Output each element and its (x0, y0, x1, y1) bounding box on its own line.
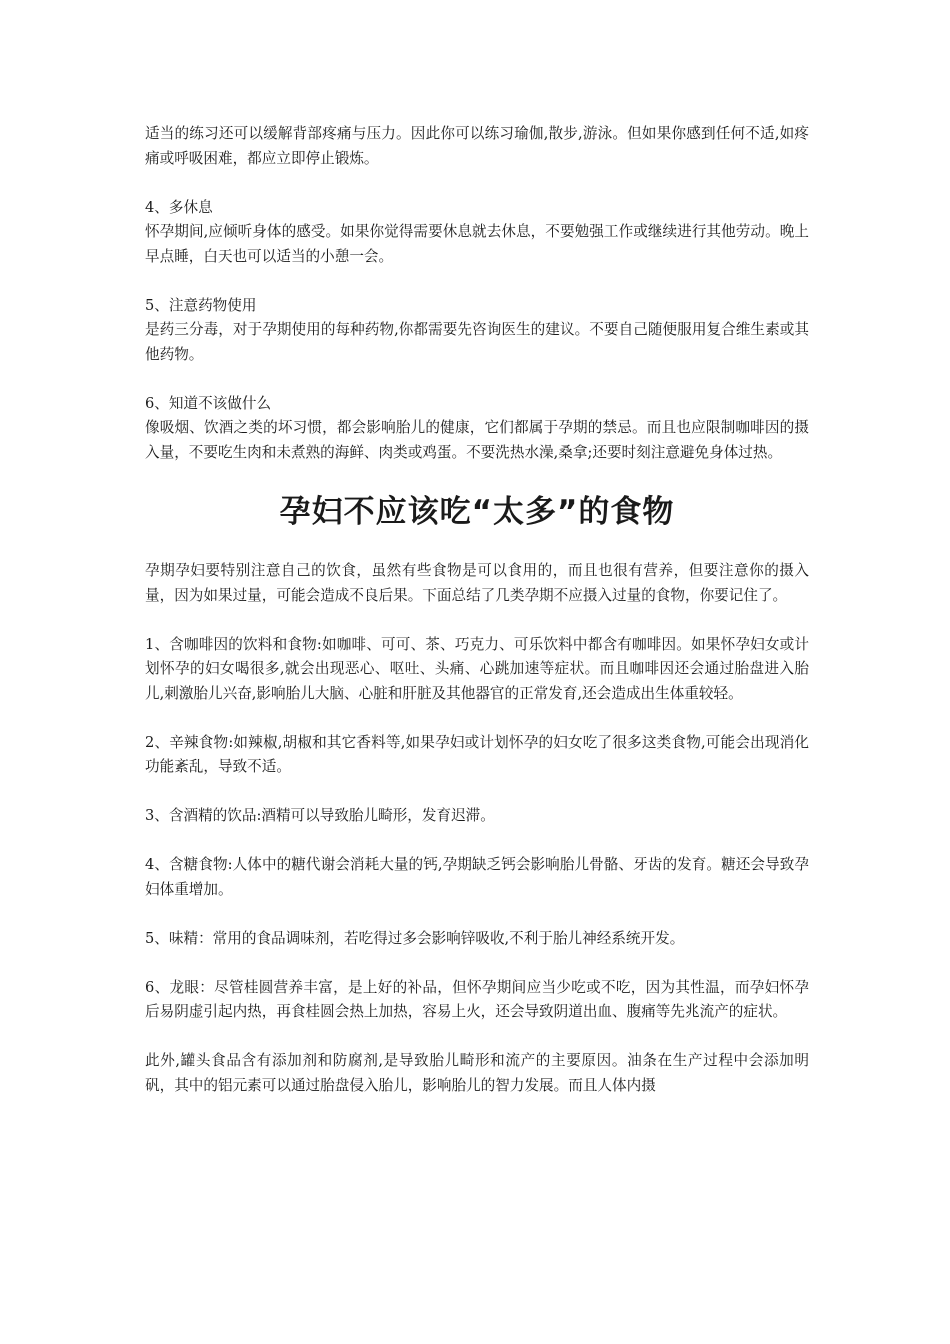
section-intro-paragraph: 孕期孕妇要特别注意自己的饮食，虽然有些食物是可以食用的，而且也很有营养，但要注意你的摄入量，因为如果过量，可能会造成不良后果。下面总结了几类孕期不应摄入过量的食物，你要记住了。 (145, 562, 809, 604)
food-item-longan: 6、龙眼：尽管桂圆营养丰富，是上好的补品，但怀孕期间应当少吃或不吃，因为其性温，而孕妇怀孕后易阴虚引起内热，再食桂圆会热上加热，容易上火，还会导致阴道出血、腹痛等先兆流产的症状。 (145, 978, 809, 1020)
spacer (145, 951, 809, 976)
document-page (145, 122, 809, 1098)
food-item-spicy: 2、辛辣食物:如辣椒,胡椒和其它香料等,如果孕妇或计划怀孕的妇女吃了很多这类食物,可能会出现消化功能紊乱，导致不适。 (145, 733, 809, 775)
spacer (145, 608, 809, 633)
tip-body-rest: 怀孕期间,应倾听身体的感受。如果你觉得需要休息就去休息，不要勉强工作或继续进行其他劳动。晚上早点睡，白天也可以适当的小憩一会。 (145, 223, 809, 265)
section-title: 孕妇不应该吃“太多”的食物 (279, 494, 675, 530)
tip-heading-medication: 5、注意药物使用 (145, 296, 257, 314)
spacer (145, 829, 809, 854)
spacer (145, 269, 809, 294)
spacer (145, 780, 809, 805)
closing-paragraph: 此外,罐头食品含有添加剂和防腐剂,是导致胎儿畸形和流产的主要原因。油条在生产过程中会添加明矾，其中的铝元素可以通过胎盘侵入胎儿，影响胎儿的智力发展。而且人体内摄 (145, 1052, 809, 1094)
spacer (145, 706, 809, 731)
tip-body-donts: 像吸烟、饮酒之类的坏习惯，都会影响胎儿的健康，它们都属于孕期的禁忌。而且也应限制咖啡因的摄入量，不要吃生肉和未煮熟的海鲜、肉类或鸡蛋。不要洗热水澡,桑拿;还要时刻注意避免身体过热。 (145, 419, 809, 461)
spacer (145, 171, 809, 196)
tip-heading-donts: 6、知道不该做什么 (145, 394, 272, 412)
spacer (145, 1025, 809, 1050)
tip-body-medication: 是药三分毒，对于孕期使用的每种药物,你都需要先咨询医生的建议。不要自己随便服用复合维生素或其他药物。 (145, 321, 809, 363)
spacer (145, 367, 809, 392)
intro-continuation-paragraph: 适当的练习还可以缓解背部疼痛与压力。因此你可以练习瑜伽,散步,游泳。但如果你感到任何不适,如疼痛或呼吸困难，都应立即停止锻炼。 (145, 125, 809, 167)
food-item-sugar: 4、含糖食物:人体中的糖代谢会消耗大量的钙,孕期缺乏钙会影响胎儿骨骼、牙齿的发育。糖还会导致孕妇体重增加。 (145, 856, 809, 898)
tip-heading-rest: 4、多休息 (145, 198, 213, 216)
food-item-msg: 5、味精：常用的食品调味剂，若吃得过多会影响锌吸收,不利于胎儿神经系统开发。 (145, 929, 685, 947)
food-item-caffeine: 1、含咖啡因的饮料和食物:如咖啡、可可、茶、巧克力、可乐饮料中都含有咖啡因。如果怀孕妇女或计划怀孕的妇女喝很多,就会出现恶心、呕吐、头痛、心跳加速等症状。而且咖啡因还会通过胎盘进入胎儿,刺激胎儿兴奋,影响胎儿大脑、心脏和肝脏及其他器官的正常发育,还会造成出生体重较轻。 (145, 635, 809, 702)
food-item-alcohol: 3、含酒精的饮品:酒精可以导致胎儿畸形，发育迟滞。 (145, 807, 495, 824)
spacer (145, 902, 809, 927)
